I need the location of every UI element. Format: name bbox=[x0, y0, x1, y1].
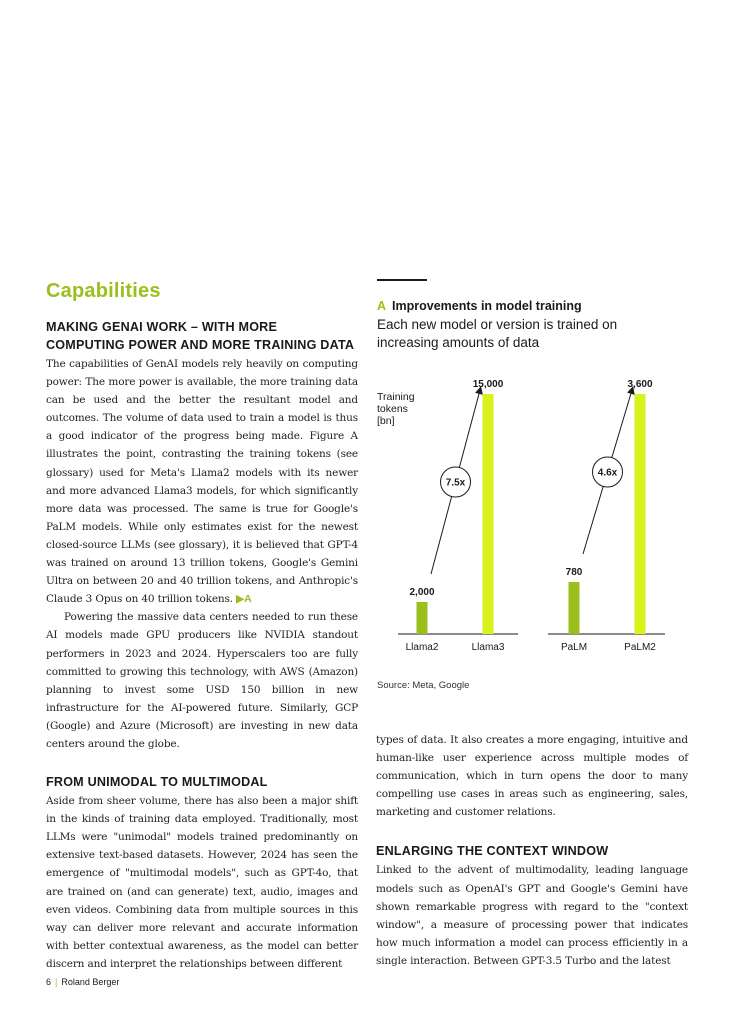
figure-letter: A bbox=[377, 299, 387, 313]
y-axis-label-line-2: tokens bbox=[377, 403, 408, 415]
value-label-llama3: 15,000 bbox=[472, 379, 504, 390]
heading-computing-power: MAKING GENAI WORK – WITH MORE COMPUTING POWER AND MORE TRAINING DATA bbox=[46, 320, 355, 352]
chart-group-2 bbox=[548, 379, 665, 653]
paragraph-context-window: Linked to the advent of multimodality, leading language models such as OpenAI's GPT and Google's Gemini have shown remarkable progress with regard to the "context window", a measure of processing power that indicates how much information a model can process efficiently in a single interaction. Between GPT-3.5 Turbo and the latest bbox=[376, 864, 688, 967]
chart-source: Source: Meta, Google bbox=[377, 680, 470, 691]
value-label-llama2: 2,000 bbox=[409, 587, 435, 598]
paragraph-training-data-text: The capabilities of GenAI models rely heavily on computing power: The more power is available, the more training data can be used and the better the resultant model and outcomes. The volume of data used to train a model is thus a good indicator of the progress being made. Figure A illustrates the point, contrasting the training tokens (see glossary) used for Meta's Llama2 models with its newer and more advanced Llama3 models, for which significantly more data was processed. The same is true for Google's PaLM models. While only estimates exist for the newest closed-source LLMs (see glossary), it is believed that GPT-4 was trained on around 13 trillion tokens, Google's Gemini Ultra on between 20 and 40 trillion tokens, and Anthropic's Claude 3 Opus on 40 trillion tokens. bbox=[46, 358, 358, 606]
y-axis-label-line-1: Training bbox=[377, 391, 415, 403]
chart-group-1 bbox=[398, 379, 518, 653]
paragraph-multimodal: Aside from sheer volume, there has also been a major shift in the kinds of training data employed. Traditionally, most LLMs were "unimodal" models trained predominantly on extensive text-based datasets. However, 2024 has seen the emergence of "multimodal models", such as GPT-4o, that are trained on (and can generate) text, audio, images and even videos. Combining data from multiple sources in this way can deliver more relevant and accurate information with better contextual awareness, as the model can better discern and interpret the relationships between different bbox=[46, 795, 358, 970]
section-title: Capabilities bbox=[46, 280, 161, 302]
figure-label bbox=[377, 299, 582, 313]
paragraph-data-centers: Powering the massive data centers needed to run these AI models made GPU producers like NVIDIA standout performers in 2023 and 2024. Hyperscalers too are fully committed to growing this technology, with AWS (Amazon) planning to invest some USD 150 billion in new infrastructure for the AI-powered future. Similarly, GCP (Google) and Azure (Microsoft) are investing in new data centers around the globe. bbox=[46, 611, 358, 750]
left-column bbox=[46, 318, 358, 973]
multiplier-label-1: 7.5x bbox=[445, 477, 466, 489]
page-number: 6 bbox=[46, 977, 52, 987]
bar-palm bbox=[569, 582, 580, 634]
heading-multimodal: FROM UNIMODAL TO MULTIMODAL bbox=[46, 775, 268, 790]
paragraph-multimodal-continued: types of data. It also creates a more engaging, intuitive and human-like user experience across multiple modes of communication, which in turn opens the door to many compelling use cases in areas such as engineering, sales, marketing and customer relations. bbox=[376, 734, 688, 819]
tick-label-palm2: PaLM2 bbox=[624, 642, 656, 653]
value-label-palm: 780 bbox=[565, 567, 583, 578]
right-column bbox=[376, 731, 688, 970]
figure-rule bbox=[377, 279, 427, 281]
tick-label-llama2: Llama2 bbox=[405, 642, 439, 653]
tick-label-palm: PaLM bbox=[560, 642, 588, 653]
figure-subtitle: Each new model or version is trained on increasing amounts of data bbox=[377, 317, 618, 350]
y-axis-label bbox=[377, 391, 417, 427]
chart-groups bbox=[398, 379, 665, 653]
value-label-palm2: 3,600 bbox=[627, 379, 653, 390]
figure-reference-link[interactable]: ▶A bbox=[236, 593, 252, 606]
footer-divider: | bbox=[55, 977, 58, 987]
multiplier-label-2: 4.6x bbox=[597, 467, 618, 479]
y-axis-label-line-3: [bn] bbox=[377, 415, 395, 427]
tick-label-llama3: Llama3 bbox=[471, 642, 505, 653]
page-footer bbox=[46, 977, 119, 987]
bar-llama2 bbox=[417, 602, 428, 634]
bar-llama3 bbox=[483, 394, 494, 634]
training-tokens-chart bbox=[370, 360, 700, 660]
bar-palm2 bbox=[635, 394, 646, 634]
figure-title: Improvements in model training bbox=[392, 299, 582, 313]
heading-context-window: ENLARGING THE CONTEXT WINDOW bbox=[376, 844, 609, 859]
paragraph-training-data bbox=[46, 355, 358, 608]
footer-brand: Roland Berger bbox=[61, 977, 120, 987]
